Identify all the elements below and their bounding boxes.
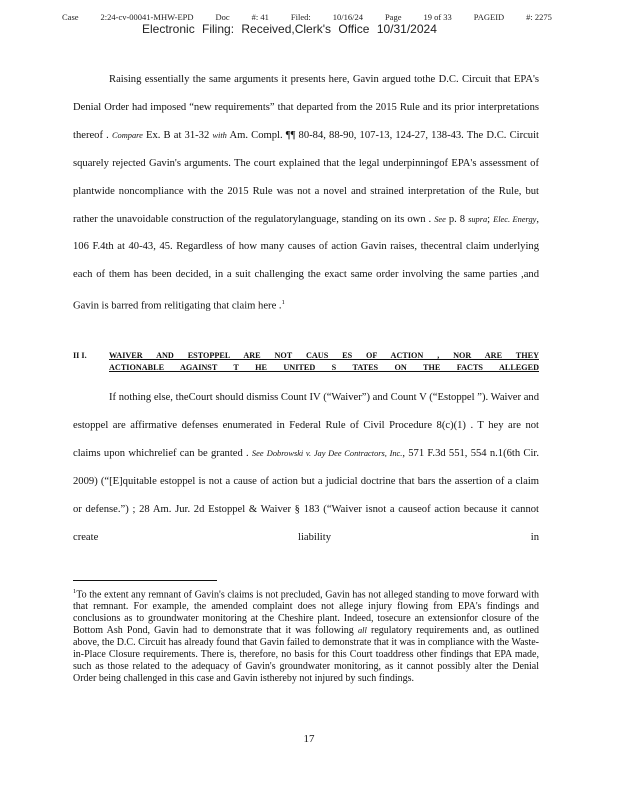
header-pageid-label: PAGEID xyxy=(473,12,505,22)
filing-header xyxy=(62,12,552,22)
page-number: 17 xyxy=(303,733,315,745)
section-heading-line-2: ACTIONABLE AGAINST T HE UNITED S TATES ON THE FACTS ALLEGED xyxy=(109,363,539,372)
footnote-marker: 1 xyxy=(73,588,77,595)
header-case-label: Case xyxy=(62,12,79,22)
header-case-number: 2:24-cv-00041-MHW-EPD xyxy=(100,12,194,22)
signal-see: See xyxy=(434,214,446,224)
paragraph-res-judicata: Raising essentially the same arguments it presents here, Gavin argued tothe D.C. Circuit that EPA's Denial Order had imposed “new requirements” that departed from the 2015 Rule and its prior interpretations thereof . Compare Ex. B at 31-32 with Am. Compl. ¶¶ 80-84, 88-90, 107-13, 124-27, 138-43. The D.C. Circuit squarely rejected Gavin's arguments. The court explained that the legal underpinningof EPA's assessment of plantwide noncompliance with the 2015 Rule was not a novel and strained interpretation of the Rule, but rather the unavoidable construction of the regulatorylanguage, standing on its own . See p. 8 supra; Elec. Energy, 106 F.4th at 40-43, 45. Regardless of how many causes of action Gavin raises, thecentral claim underlying each of them has been decided, in a suit challenging the exact same order involving the same parties ,and Gavin is barred from relitigating that claim here .$^1$ xyxy=(73,74,540,312)
header-filed-date: 10/16/24 xyxy=(332,12,363,22)
header-filed-label: Filed: xyxy=(290,12,311,22)
header-page-label: Page xyxy=(384,12,402,22)
section-heading-line-1: WAIVER AND ESTOPPEL ARE NOT CAUS ES OF ACTION , NOR ARE THEY xyxy=(109,351,539,360)
section-number: II I. xyxy=(73,351,87,360)
footnote-1: $^1$To the extent any remnant of Gavin's claims is not precluded, Gavin has not alleged standing to move forward with that remnant. For example, the amended complaint does not allege injury flowing from EPA's findings and conclusions as to groundwater monitoring at the Cheshire plant. Indeed, tosecure an extensionfor closure of the Bottom Ash Pond, Gavin had to demonstrate that it was following all regulatory requirements and, as outlined above, the D.C. Circuit has already found that Gavin failed to demonstrate that it was in compliance with the Waste-in-Place Closure requirements. There is, therefore, no basis for this Court toaddress other findings that EPA made, such as those related to the adequacy of Gavin's groundwater monitoring, as it cannot possibly alter the Denial Order being challenged in this case and Gavin isthereby not injured by such findings. xyxy=(73,588,540,684)
emphasis-all: all xyxy=(357,626,367,636)
electronic-filing-stamp: Electronic Filing: Received,Clerk's Office 10/31/2024 xyxy=(142,22,437,36)
header-doc-label: Doc xyxy=(215,12,230,22)
signal-supra: supra xyxy=(468,214,488,224)
header-pageid-number: #: 2275 xyxy=(526,12,552,22)
footnote-reference: 1 xyxy=(281,299,285,307)
footnote-divider xyxy=(73,580,217,581)
paragraph-waiver-estoppel: If nothing else, theCourt should dismiss Count IV (“Waiver”) and Count V (“Estoppel ”). Waiver and estoppel are affirmative defenses enumerated in Federal Rule of Civil Procedure 8(c)(1) . T hey are not claims upon whichrelief can be granted . See Dobrowski v. Jay Dee Contractors, Inc., 571 F.3d 551, 554 n.1(6th Cir. 2009) (“[E]quitable estoppel is not a cause of action but a judicial doctrine that bars the assertion of a claim or defense.”) ; 28 Am. Jur. 2d Estoppel & Waiver § 183 (“Waiver isnot a causeof action because it cannot create liability in xyxy=(73,392,539,543)
case-cite-dobrowski: Dobrowski v. Jay Dee Contractors, Inc. xyxy=(266,448,403,458)
signal-with: with xyxy=(212,130,227,140)
signal-see: See xyxy=(251,448,264,458)
header-page-of: 19 of 33 xyxy=(423,12,452,22)
header-doc-number: #: 41 xyxy=(251,12,269,22)
signal-compare: Compare xyxy=(111,130,143,140)
case-cite-elec-energy: Elec. Energy xyxy=(493,214,537,224)
section-heading xyxy=(73,350,539,374)
